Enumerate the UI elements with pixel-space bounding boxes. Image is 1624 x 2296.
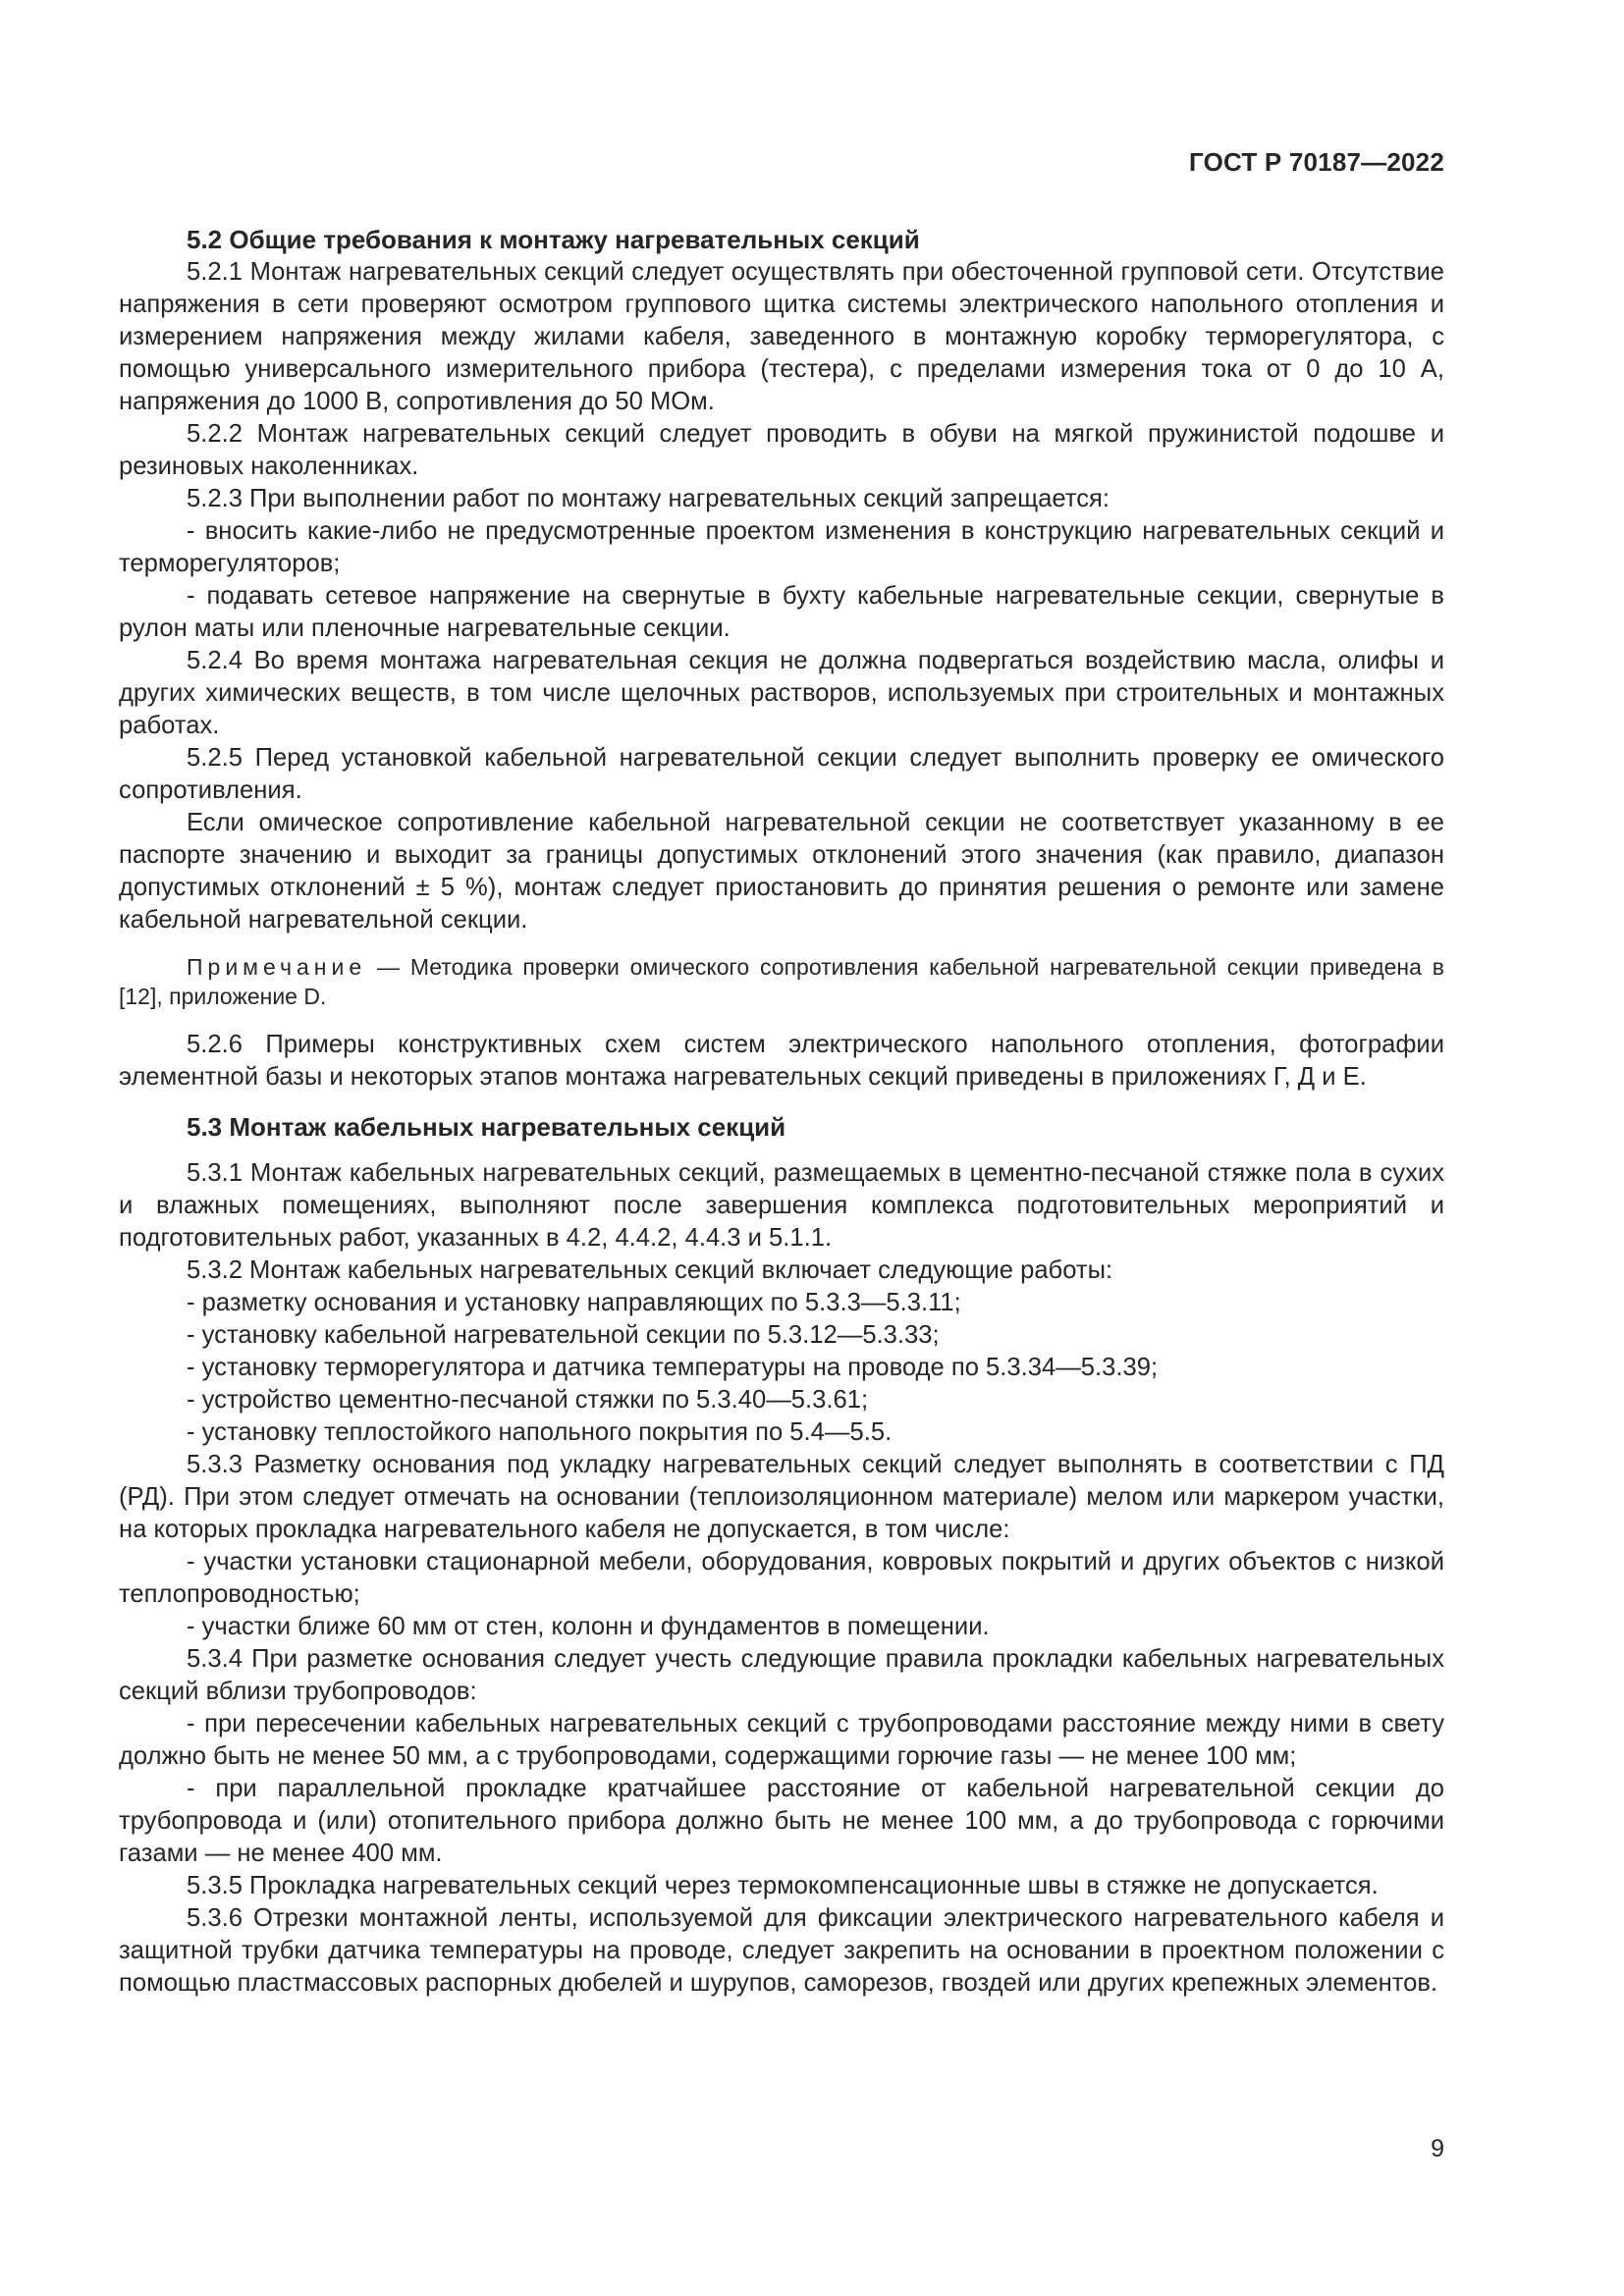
list-item: - установку кабельной нагревательной секции по 5.3.12—5.3.33; [187,1321,940,1349]
list-item: - разметку основания и установку направляющих по 5.3.3—5.3.11; [187,1289,961,1316]
paragraph-5-2-4: 5.2.4 Во время монтажа нагревательная секция не должна подвергаться воздействию масла, олифы и других химических веществ, в том числе щелочных растворов, используемых при строительных и монтажных работах. [119,647,1444,739]
page-content [119,218,1444,2000]
note [119,952,1444,1011]
paragraph-5-2-5: 5.2.5 Перед установкой кабельной нагревательной секции следует выполнить проверку ее омического сопротивления. [119,744,1444,804]
note-text: — Методика проверки омического сопротивления кабельной нагревательной секции приведена в [12], приложение D. [119,954,1444,1009]
paragraph-5-3-3: 5.3.3 Разметку основания под укладку нагревательных секций следует выполнять в соответствии с ПД (РД). При этом следует отмечать на основании (теплоизоляционном материале) мелом или маркером участки, на которых прокладка нагревательного кабеля не допускается, в том числе: [119,1451,1444,1543]
paragraph-5-2-6: 5.2.6 Примеры конструктивных схем систем электрического напольного отопления, фотографии элементной базы и некоторых этапов монтажа нагревательных секций приведены в приложениях Г, Д и Е. [119,1031,1444,1091]
list-item: - установку теплостойкого напольного покрытия по 5.4—5.5. [187,1418,893,1446]
paragraph-5-3-1: 5.3.1 Монтаж кабельных нагревательных секций, размещаемых в цементно-песчаной стяжке пола в сухих и влажных помещениях, выполняют после завершения комплекса подготовительных мероприятий и подготовительных работ, указанных в 4.2, 4.4.2, 4.4.3 и 5.1.1. [119,1159,1444,1252]
list-item: - участки установки стационарной мебели, оборудования, ковровых покрытий и других объектов с низкой теплопроводностью; [119,1548,1444,1608]
paragraph-5-3-5: 5.3.5 Прокладка нагревательных секций через термокомпенсационные швы в стяжке не допускается. [187,1872,1379,1899]
paragraph-5-3-4: 5.3.4 При разметке основания следует учесть следующие правила прокладки кабельных нагревательных секций вблизи трубопроводов: [119,1645,1444,1705]
list-item: - устройство цементно-песчаной стяжки по 5.3.40—5.3.61; [187,1386,869,1414]
paragraph-5-2-1: 5.2.1 Монтаж нагревательных секций следует осуществлять при обесточенной групповой сети. Отсутствие напряжения в сети проверяют осмотром группового щитка системы электрического напольного отопления и измерением напряжения между жилами кабеля, заведенного в монтажную коробку терморегулятора, с помощью универсального измерительного прибора (тестера), с пределами измерения тока от 0 до 10 А, напряжения до 1000 В, сопротивления до 50 МОм. [119,258,1444,415]
list-item: - установку терморегулятора и датчика температуры на проводе по 5.3.34—5.3.39; [187,1354,1159,1381]
list-item: - подавать сетевое напряжение на свернутые в бухту кабельные нагревательные секции, свернутые в рулон маты или пленочные нагревательные секции. [119,582,1444,642]
section-5-2-title: 5.2 Общие требования к монтажу нагревательных секций [187,225,920,254]
note-label: Примечание [187,954,367,980]
list-item: - вносить какие-либо не предусмотренные проектом изменения в конструкцию нагревательных секций и терморегуляторов; [119,517,1444,577]
paragraph-resistance-check: Если омическое сопротивление кабельной нагревательной секции не соответствует указанному в ее паспорте значению и выходит за границы допустимых отклонений этого значения (как правило, диапазон допустимых отклонений ± 5 %), монтаж следует приостановить до принятия решения о ремонте или замене кабельной нагревательной секции. [119,809,1444,934]
list-item: - участки ближе 60 мм от стен, колонн и фундаментов в помещении. [187,1613,990,1640]
section-5-3-title: 5.3 Монтаж кабельных нагревательных секций [187,1112,786,1142]
paragraph-5-3-2: 5.3.2 Монтаж кабельных нагревательных секций включает следующие работы: [187,1256,1113,1284]
page-number: 9 [1431,2135,1444,2163]
list-item: - при параллельной прокладке кратчайшее расстояние от кабельной нагревательной секции до трубопровода и (или) отопительного прибора должно быть не менее 100 мм, а до трубопровода с горючими газами — не менее 400 мм. [119,1775,1444,1867]
paragraph-5-3-6: 5.3.6 Отрезки монтажной ленты, используемой для фиксации электрического нагревательного кабеля и защитной трубки датчика температуры на проводе, следует закрепить на основании в проектном положении с помощью пластмассовых распорных дюбелей и шурупов, саморезов, гвоздей или других крепежных элементов. [119,1904,1444,1997]
list-item: - при пересечении кабельных нагревательных секций с трубопроводами расстояние между ними в свету должно быть не менее 50 мм, а с трубопроводами, содержащими горючие газы — не менее 100 мм; [119,1710,1444,1770]
paragraph-5-2-3: 5.2.3 При выполнении работ по монтажу нагревательных секций запрещается: [187,485,1110,512]
document-id-header: ГОСТ Р 70187—2022 [1189,147,1444,177]
paragraph-5-2-2: 5.2.2 Монтаж нагревательных секций следует проводить в обуви на мягкой пружинистой подошве и резиновых наколенниках. [119,420,1444,480]
